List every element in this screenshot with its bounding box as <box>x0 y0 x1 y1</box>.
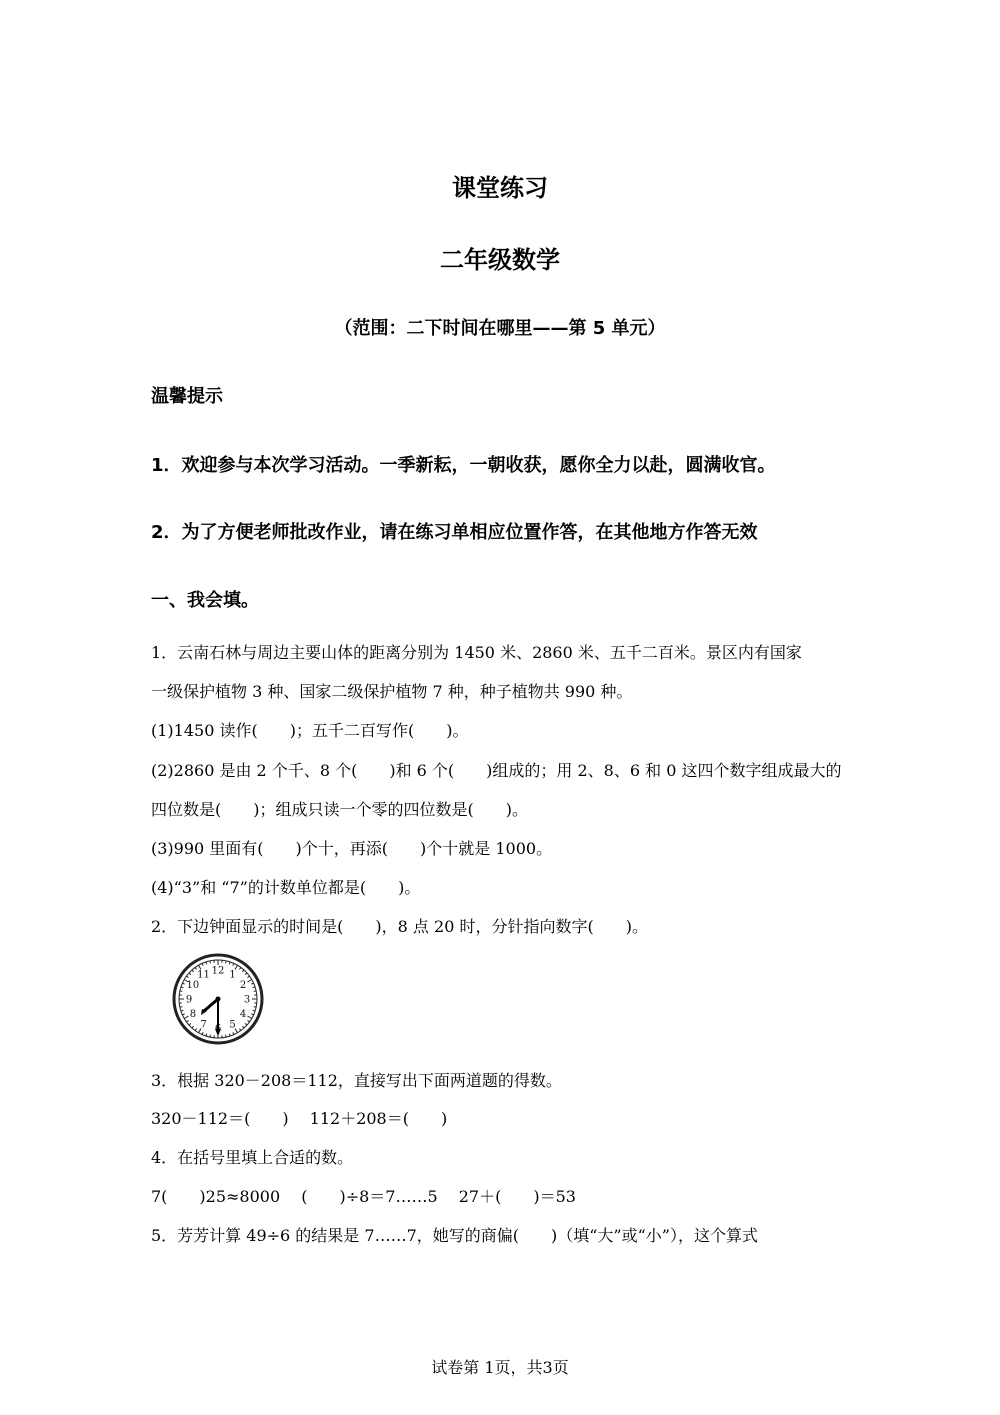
page-subtitle: 二年级数学 <box>440 246 560 274</box>
clock-numeral: 1 <box>229 969 236 981</box>
clock-numeral: 10 <box>186 980 200 991</box>
clock-tick <box>226 961 227 963</box>
clock-tick <box>180 1007 182 1008</box>
clock-numeral: 4 <box>239 1009 247 1020</box>
clock-face-image <box>166 953 270 1045</box>
clock-tick <box>254 1007 256 1008</box>
clock-numeral: 7 <box>200 1019 207 1031</box>
clock-numeral: 11 <box>197 969 210 981</box>
tips-heading: 温馨提示 <box>151 386 223 407</box>
question-line: 320－112＝( ) 112＋208＝( ) <box>151 1109 448 1128</box>
clock-numeral: 12 <box>211 965 225 977</box>
question-line: (1)1450 读作( )；五千二百写作( )。 <box>151 721 469 740</box>
tip-item: 1．欢迎参与本次学习活动。一季新耘，一朝收获，愿你全力以赴，圆满收官。 <box>151 455 776 476</box>
tip-item: 2．为了方便老师批改作业，请在练习单相应位置作答，在其他地方作答无效 <box>151 522 758 543</box>
question-line: (2)2860 是由 2 个千、8 个( )和 6 个( )组成的；用 2、8、6 和 0 这四个数字组成最大的 <box>151 761 842 780</box>
clock-numeral: 9 <box>185 994 193 1006</box>
clock-tick <box>210 1035 211 1037</box>
section-heading: 一、我会填。 <box>151 590 259 611</box>
clock-numeral: 5 <box>229 1019 236 1031</box>
question-line: 1．云南石林与周边主要山体的距离分别为 1450 米、2860 米、五千二百米。景区内有国家 <box>151 643 802 662</box>
question-line: (4)“3”和 “7”的计数单位都是( )。 <box>151 878 421 897</box>
page-title: 课堂练习 <box>452 174 548 202</box>
scope-note: （范围：二下时间在哪里——第 5 单元） <box>334 318 666 339</box>
clock-tick <box>226 1035 227 1037</box>
clock-tick <box>210 961 211 963</box>
clock-numeral: 3 <box>243 994 251 1006</box>
clock-tick <box>180 991 182 992</box>
clock-tick <box>254 991 256 992</box>
question-line: (3)990 里面有( )个十，再添( )个十就是 1000。 <box>151 839 553 858</box>
question-line: 一级保护植物 3 种、国家二级保护植物 7 种，种子植物共 990 种。 <box>151 682 633 701</box>
question-line: 2．下边钟面显示的时间是( )，8 点 20 时，分针指向数字( )。 <box>151 917 648 936</box>
question-line: 5．芳芳计算 49÷6 的结果是 7……7，她写的商偏( )（填“大”或“小”），这个算式 <box>151 1226 758 1245</box>
clock-numeral: 2 <box>239 980 247 991</box>
question-line: 3．根据 320－208＝112，直接写出下面两道题的得数。 <box>151 1071 562 1090</box>
question-line: 4．在括号里填上合适的数。 <box>151 1148 354 1167</box>
clock-numeral: 8 <box>189 1009 197 1020</box>
page-footer: 试卷第 1页，共3页 <box>431 1358 569 1377</box>
question-line: 四位数是( )；组成只读一个零的四位数是( )。 <box>151 800 528 819</box>
question-line: 7( )25≈8000 ( )÷8＝7……5 27＋( )＝53 <box>151 1187 576 1206</box>
